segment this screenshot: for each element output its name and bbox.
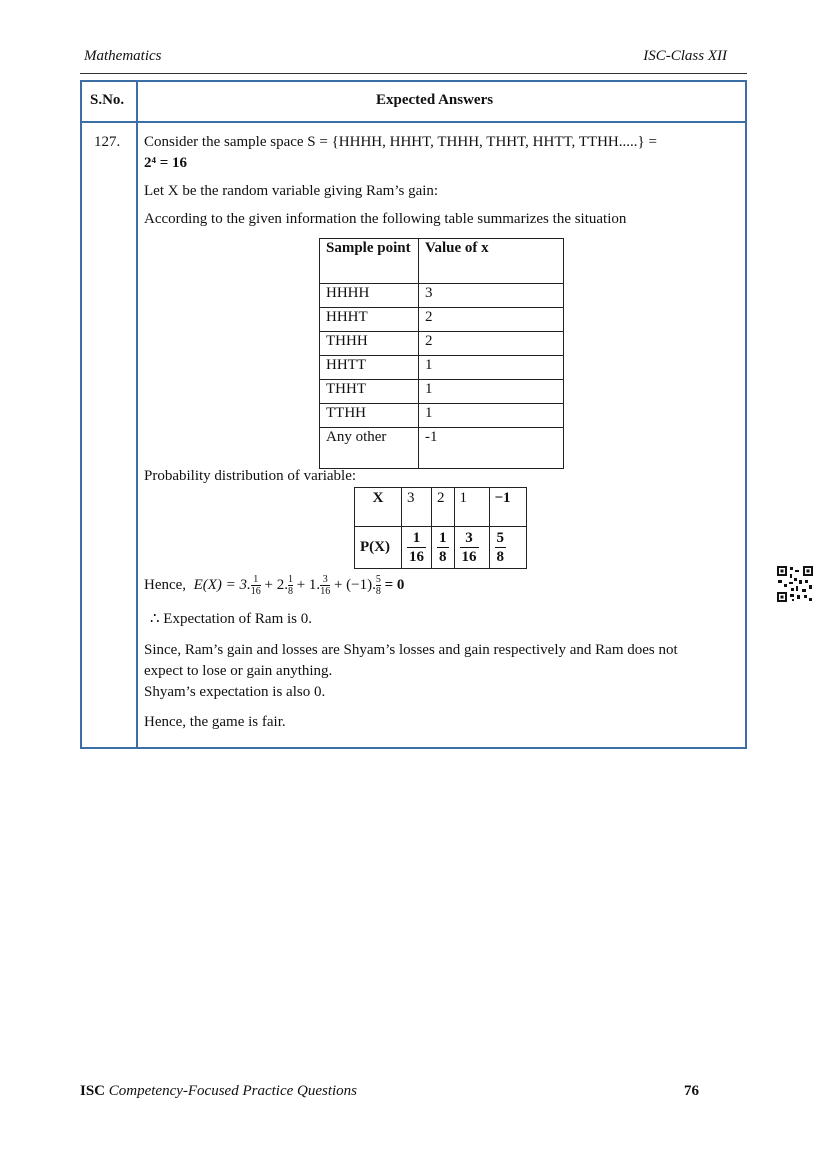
- eq-num: 1: [287, 574, 293, 585]
- hence-label: Hence,: [144, 576, 187, 593]
- eq-den: 16: [320, 586, 331, 597]
- qr-code-icon: [776, 565, 814, 603]
- value-header: Value of x: [419, 239, 564, 284]
- distribution-intro-block: [144, 466, 742, 487]
- sample-cell: TTHH: [320, 404, 419, 428]
- p-value: [454, 527, 489, 569]
- value-cell: 2: [419, 308, 564, 332]
- value-cell: 1: [419, 380, 564, 404]
- eq-num: 1: [251, 574, 261, 586]
- summary-intro: According to the given information the following table summarizes the situation: [144, 211, 627, 227]
- x-value: 1: [454, 488, 489, 527]
- p-denominator: 8: [439, 549, 447, 565]
- sample-cell: HHHH: [320, 284, 419, 308]
- eq-rhs: = 0: [380, 576, 405, 593]
- conclusion-block: [144, 574, 742, 733]
- p-numerator: 1: [439, 530, 447, 546]
- x-value: 3: [402, 488, 432, 527]
- x-value: 2: [432, 488, 455, 527]
- footer-subtitle: Competency-Focused Practice Questions: [108, 1083, 358, 1099]
- answer-body: [144, 132, 742, 230]
- p-row: [355, 527, 527, 569]
- table-row: [320, 356, 564, 380]
- column-divider: [136, 82, 138, 747]
- table-row: [320, 332, 564, 356]
- eq-num: 5: [375, 574, 381, 585]
- question-number: 127.: [94, 134, 121, 150]
- value-cell: -1: [419, 428, 564, 469]
- p-numerator: 3: [460, 529, 479, 548]
- p-value: [489, 527, 526, 569]
- p-numerator: 1: [407, 529, 426, 548]
- x-row: [355, 488, 527, 527]
- footer-brand: ISC: [80, 1083, 106, 1099]
- table-row: [320, 380, 564, 404]
- value-cell: 3: [419, 284, 564, 308]
- footer-title: [80, 1083, 357, 1100]
- p-numerator: 5: [496, 530, 504, 546]
- expectation-equation: [144, 574, 742, 597]
- eq-op: + 2.: [260, 576, 288, 593]
- table-row: [320, 284, 564, 308]
- header-class: ISC-Class XII: [643, 48, 727, 64]
- p-value: [432, 527, 455, 569]
- answers-heading: Expected Answers: [376, 92, 494, 108]
- value-cell: 1: [419, 404, 564, 428]
- table-row: [320, 428, 564, 469]
- eq-den: 8: [287, 586, 293, 597]
- answer-table: [80, 80, 747, 749]
- sample-space-line: Consider the sample space S = {HHHH, HHHT, THHH, THHT, HHTT, TTHH.....} =: [144, 134, 657, 150]
- sample-point-header: Sample point: [320, 239, 419, 284]
- header-subject: Mathematics: [84, 48, 162, 64]
- eq-op: + (−1).: [330, 576, 376, 593]
- since-line-2: expect to lose or gain anything.: [144, 663, 333, 679]
- sample-cell: HHTT: [320, 356, 419, 380]
- table-header-row: [320, 239, 564, 284]
- sample-cell: Any other: [320, 428, 419, 469]
- shyam-line: Shyam’s expectation is also 0.: [144, 684, 326, 700]
- sample-cell: THHT: [320, 380, 419, 404]
- eq-den: 16: [250, 586, 261, 597]
- sample-point-table: [319, 238, 564, 469]
- fair-game-line: Hence, the game is fair.: [144, 714, 286, 730]
- eq-lhs: E(X) = 3.: [193, 576, 251, 593]
- value-cell: 2: [419, 332, 564, 356]
- sample-space-count: 2⁴ = 16: [144, 155, 188, 171]
- distribution-table: [354, 487, 527, 569]
- p-denominator: 16: [409, 549, 424, 565]
- sample-cell: THHH: [320, 332, 419, 356]
- p-value: [402, 527, 432, 569]
- therefore-line: ∴ Expectation of Ram is 0.: [150, 611, 313, 627]
- row-divider: [82, 121, 745, 123]
- header-rule: [80, 73, 747, 74]
- random-variable-line: Let X be the random variable giving Ram’s gain:: [144, 183, 439, 199]
- page-number: 76: [684, 1083, 699, 1099]
- value-cell: 1: [419, 356, 564, 380]
- table-row: [320, 308, 564, 332]
- table-row: [320, 404, 564, 428]
- p-denominator: 8: [496, 549, 504, 565]
- x-value: −1: [489, 488, 526, 527]
- p-denominator: 16: [461, 549, 477, 565]
- eq-den: 8: [375, 586, 381, 597]
- x-label: X: [355, 488, 402, 527]
- eq-num: 3: [320, 574, 330, 586]
- sno-heading: S.No.: [90, 92, 125, 108]
- p-label: P(X): [355, 527, 402, 569]
- eq-op: + 1.: [292, 576, 321, 593]
- distribution-intro: Probability distribution of variable:: [144, 468, 357, 484]
- sample-cell: HHHT: [320, 308, 419, 332]
- since-line-1: Since, Ram’s gain and losses are Shyam’s losses and gain respectively and Ram does not: [144, 642, 678, 658]
